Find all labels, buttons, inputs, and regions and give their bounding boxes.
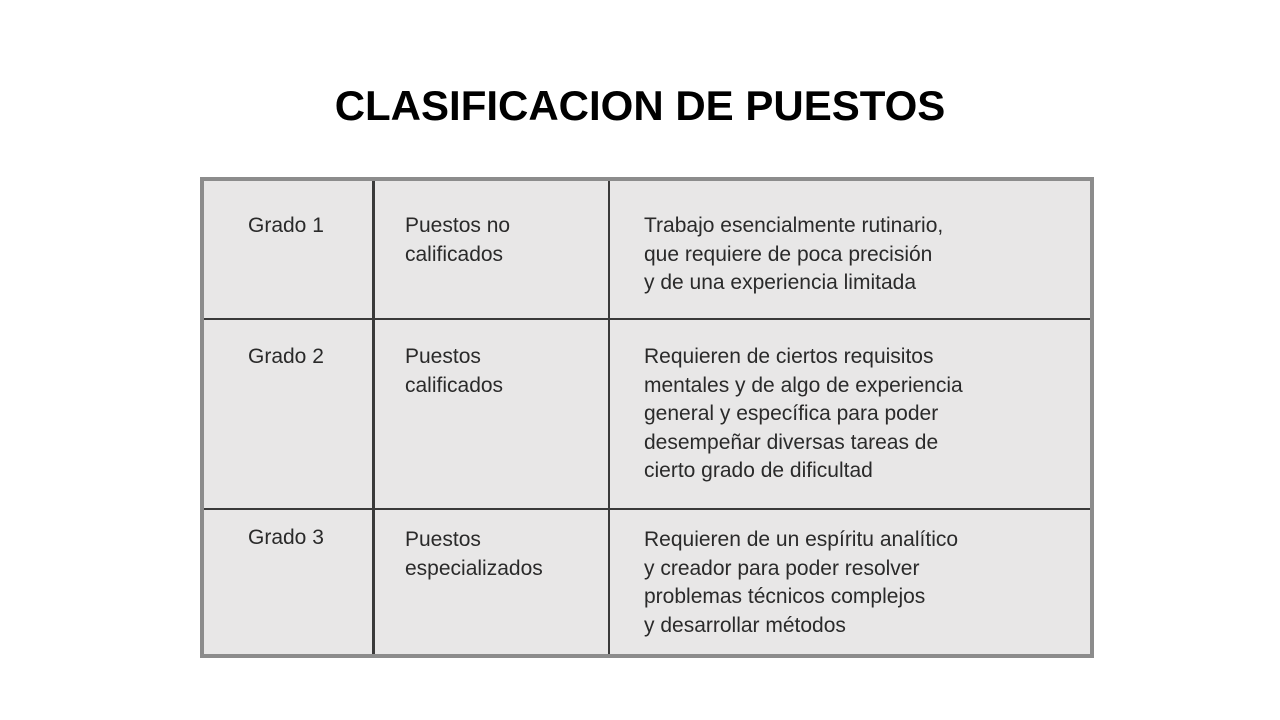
row-divider [204, 318, 1090, 320]
description-cell: Requieren de un espíritu analítico y creador para poder resolver problemas técnicos complejos y desarrollar métodos [644, 528, 959, 637]
column-divider [372, 181, 375, 654]
description-cell: Requieren de ciertos requisitos mentales y de algo de experiencia general y específica para poder desempeñar diversas tareas de cierto grado de dificultad [644, 345, 963, 482]
slide-title: CLASIFICACION DE PUESTOS [334, 82, 946, 129]
column-divider [608, 181, 610, 654]
row-divider [204, 508, 1090, 510]
grade-cell: Grado 2 [248, 345, 324, 368]
grade-cell: Grado 1 [248, 214, 324, 237]
position-cell: Puestos no calificados [405, 214, 511, 266]
classification-table [200, 177, 1094, 658]
position-cell: Puestos especializados [405, 528, 543, 580]
description-cell: Trabajo esencialmente rutinario, que requiere de poca precisión y de una experiencia limitada [644, 214, 944, 294]
position-cell: Puestos calificados [405, 345, 504, 397]
grade-cell: Grado 3 [248, 526, 324, 549]
